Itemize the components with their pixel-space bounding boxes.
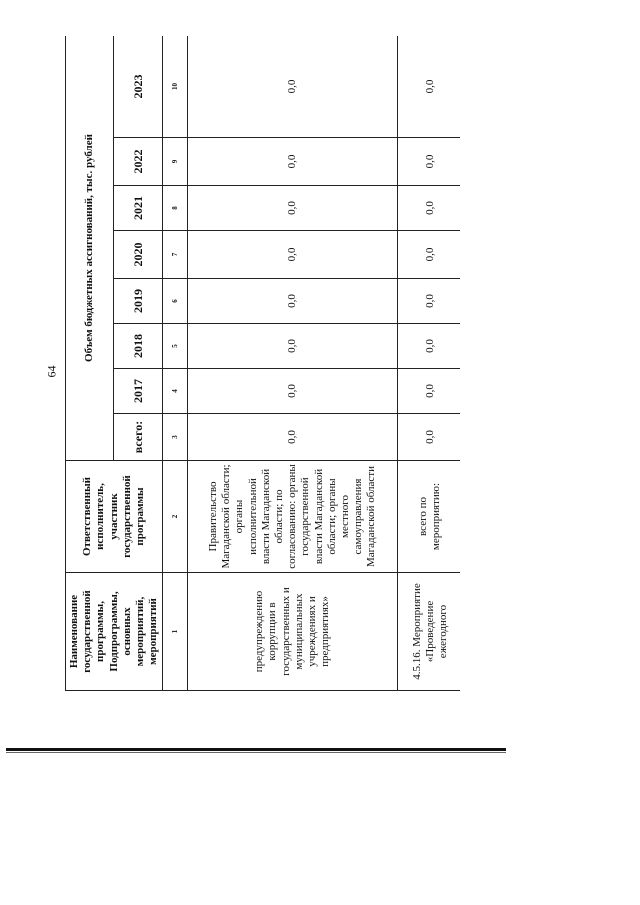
- column-number-row: [163, 36, 188, 691]
- column-number: 4: [163, 369, 188, 414]
- header-budget-group: Объем бюджетных ассигнований, тыс. рублей: [66, 36, 114, 461]
- column-number: 2: [163, 461, 188, 573]
- value-cell-2019: 0,0: [188, 279, 398, 324]
- column-number: 5: [163, 324, 188, 369]
- value-cell-2022: 0,0: [398, 138, 460, 186]
- value-cell-2017: 0,0: [188, 369, 398, 414]
- column-number: 3: [163, 414, 188, 461]
- column-number: 6: [163, 279, 188, 324]
- value-cell-2023: 0,0: [398, 36, 460, 138]
- value-cell-2017: 0,0: [398, 369, 460, 414]
- row-name-cell: предупреждению коррупции в государственных и муниципальных учреждениях и предприятиях»: [188, 573, 398, 691]
- header-year-2019: 2019: [113, 279, 163, 324]
- value-cell-2018: 0,0: [188, 324, 398, 369]
- column-number: 1: [163, 573, 188, 691]
- column-number: 10: [163, 36, 188, 138]
- value-cell-total: 0,0: [188, 414, 398, 461]
- rotated-table-container: [65, 36, 460, 691]
- header-year-2017: 2017: [113, 369, 163, 414]
- table-row: [398, 36, 460, 691]
- header-year-2018: 2018: [113, 324, 163, 369]
- header-year-2022: 2022: [113, 138, 163, 186]
- row-executor-cell: всего по мероприятию:: [398, 461, 460, 573]
- value-cell-2021: 0,0: [188, 186, 398, 231]
- value-cell-total: 0,0: [398, 414, 460, 461]
- column-number: 8: [163, 186, 188, 231]
- rotated-table-frame: [65, 36, 460, 691]
- budget-table: [65, 36, 460, 691]
- value-cell-2019: 0,0: [398, 279, 460, 324]
- column-number: 9: [163, 138, 188, 186]
- header-year-2021: 2021: [113, 186, 163, 231]
- row-executor-cell: Правительство Магаданской области; органы исполнительной власти Магаданской области; по согласованию: органы государственной власти Магаданской области; органы местного самоуправления Магаданской области: [188, 461, 398, 573]
- row-name-cell: 4.5.16. Мероприятие «Проведение ежегодного: [398, 573, 460, 691]
- value-cell-2021: 0,0: [398, 186, 460, 231]
- bottom-divider-thin: [6, 752, 506, 753]
- value-cell-2018: 0,0: [398, 324, 460, 369]
- header-name-column: Наименование государственной программы, Подпрограммы, основных мероприятий, мероприятий: [66, 573, 163, 691]
- bottom-divider: [6, 748, 506, 751]
- value-cell-2022: 0,0: [188, 138, 398, 186]
- header-executor-column: Ответственный исполнитель, участник государственной программы: [66, 461, 163, 573]
- header-year-2020: 2020: [113, 231, 163, 279]
- table-row: [188, 36, 398, 691]
- header-year-2023: 2023: [113, 36, 163, 138]
- column-number: 7: [163, 231, 188, 279]
- value-cell-2023: 0,0: [188, 36, 398, 138]
- value-cell-2020: 0,0: [188, 231, 398, 279]
- value-cell-2020: 0,0: [398, 231, 460, 279]
- header-total: всего:: [113, 414, 163, 461]
- page-number: 64: [44, 365, 59, 378]
